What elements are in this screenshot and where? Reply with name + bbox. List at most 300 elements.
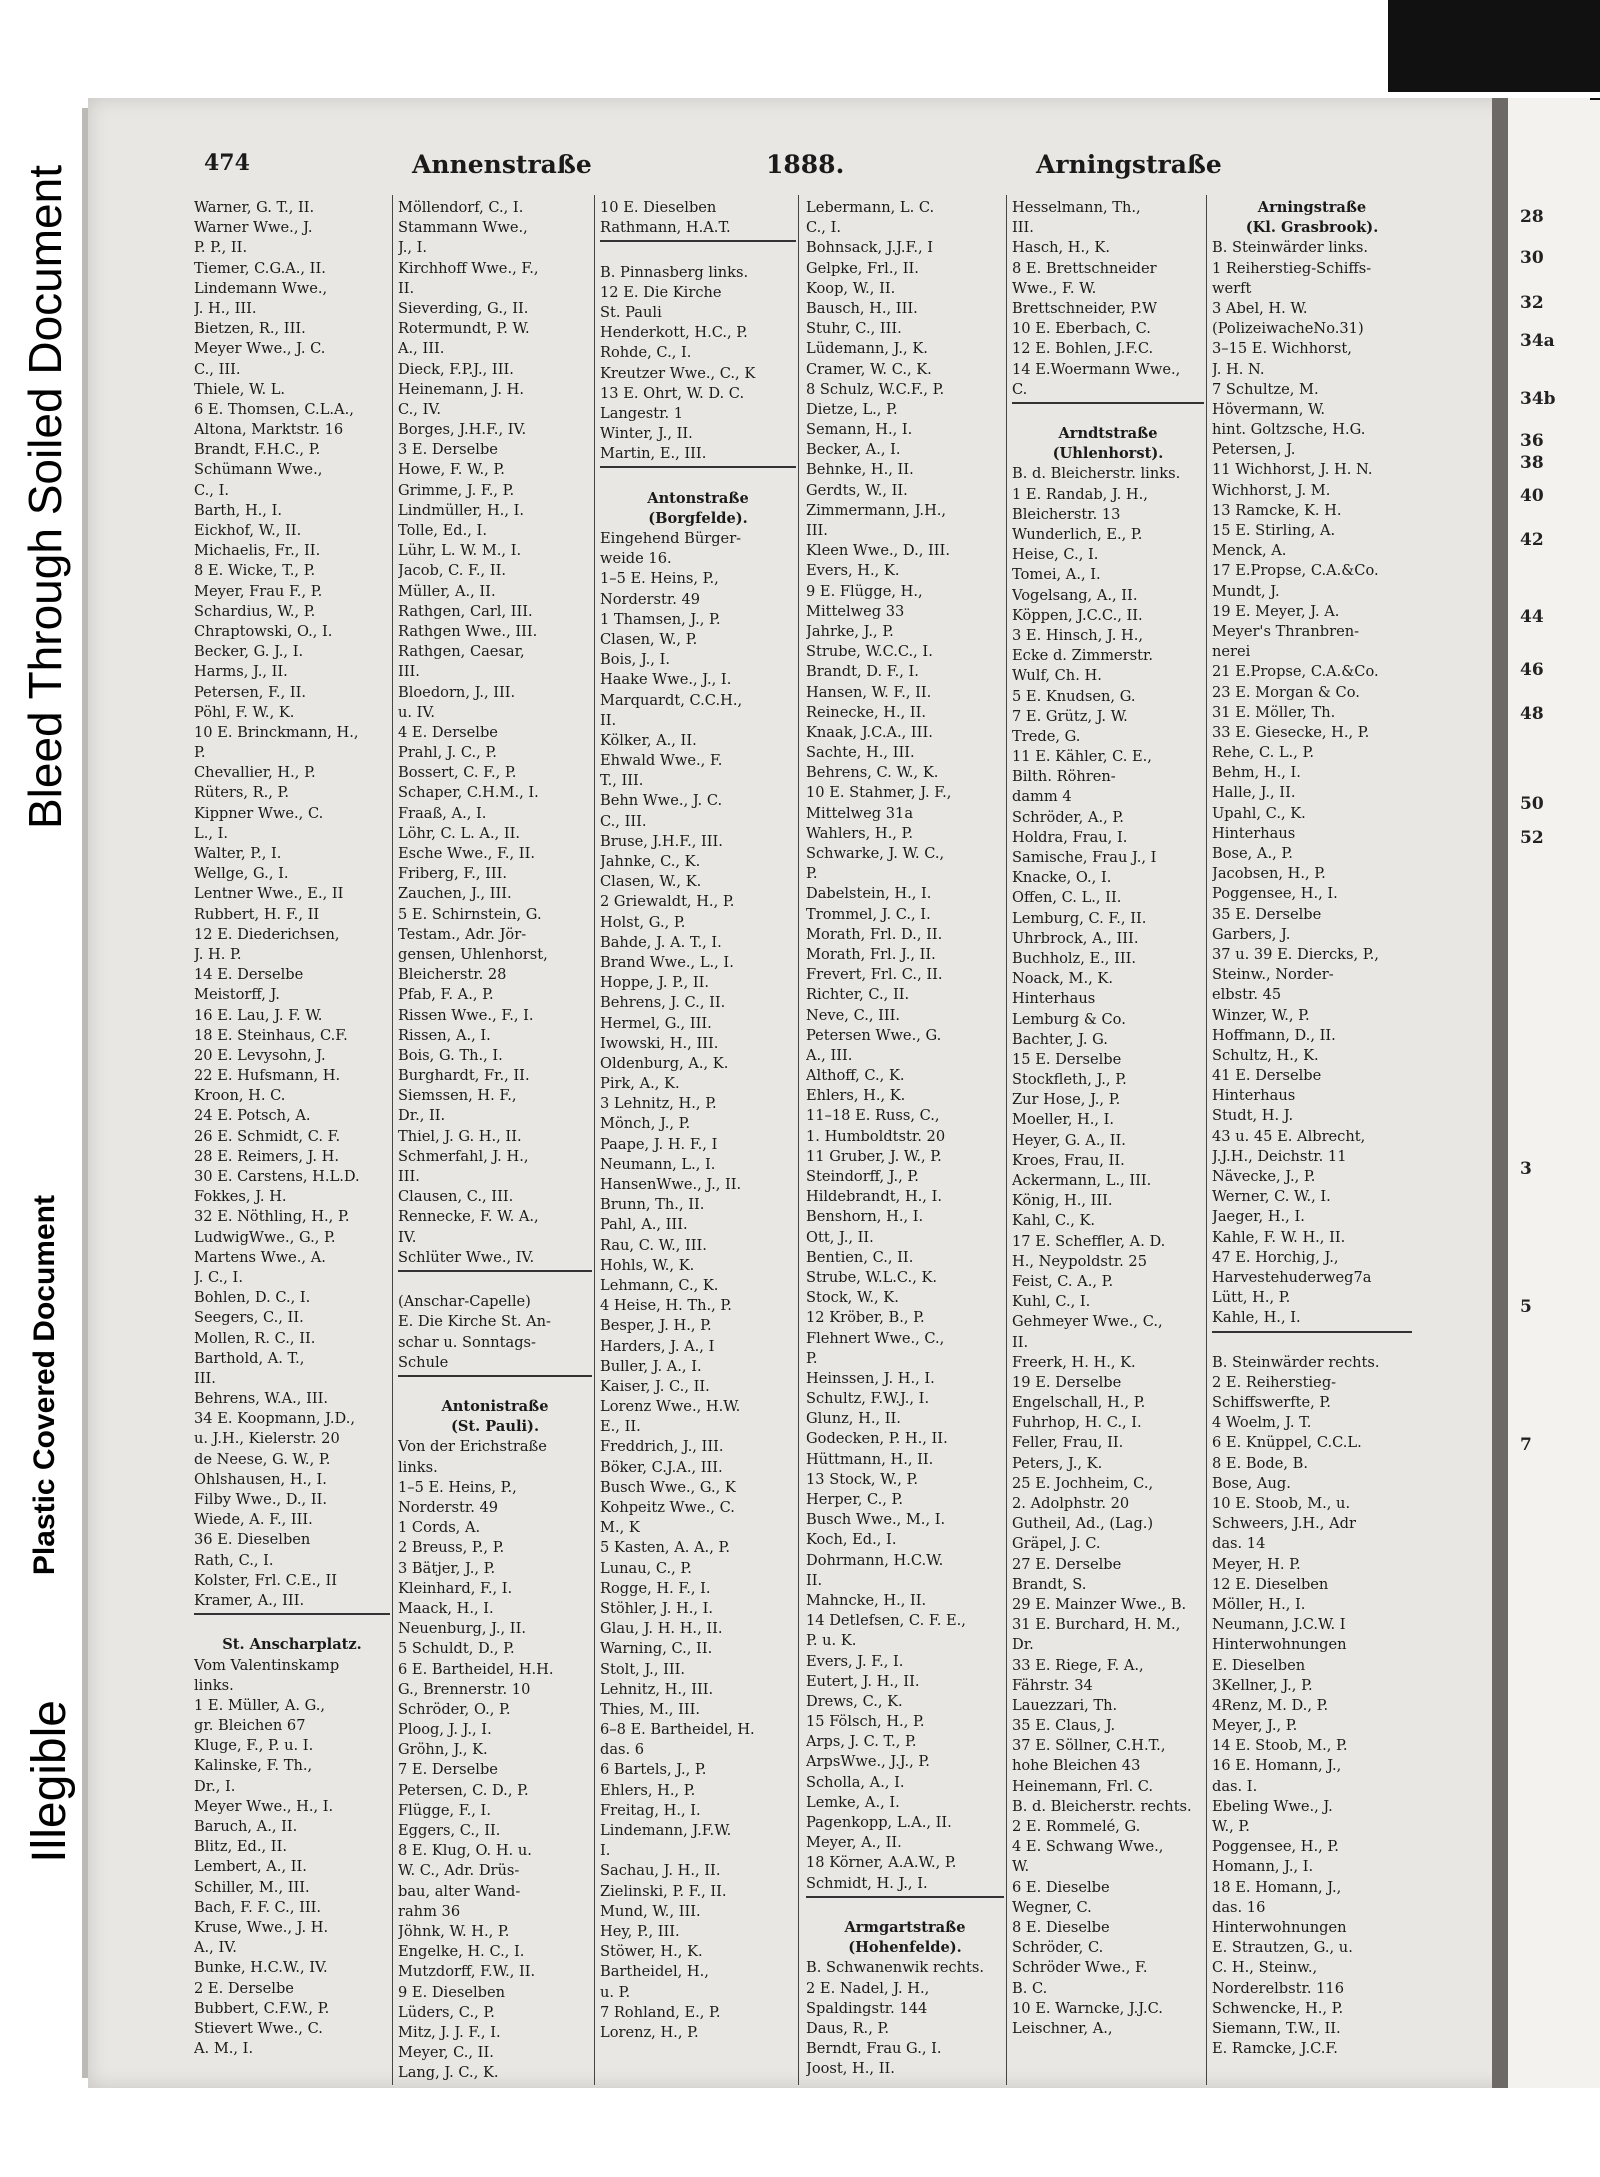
directory-entry: Wunderlich, E., P. — [1012, 526, 1143, 543]
directory-entry: 1 E. Randab, J. H., — [1012, 485, 1148, 503]
directory-entry: Hansen, W. F., II. — [806, 683, 932, 701]
directory-entry: Wellge, G., I. — [194, 865, 289, 883]
directory-entry: 26 E. Schmidt, C. F. — [194, 1127, 341, 1145]
directory-entry: M., K — [600, 1519, 640, 1537]
margin-fragment: 32 — [1520, 292, 1544, 313]
directory-entry: 19 E. Derselbe — [1012, 1373, 1122, 1391]
directory-entry: Homann, J., I. — [1212, 1858, 1314, 1876]
directory-entry: 1 Cords, A. — [398, 1519, 481, 1537]
directory-entry: Jahrke, J., P. — [806, 622, 894, 640]
directory-entry: Brunn, Th., II. — [600, 1196, 705, 1214]
directory-entry: Lentner Wwe., E., II — [194, 885, 344, 903]
directory-entry: Harvestehuderweg7a — [1212, 1268, 1372, 1286]
next-page-margin — [1508, 98, 1600, 2088]
directory-entry: 37 u. 39 E. Diercks, P., — [1212, 945, 1379, 963]
directory-entry: Rohde, C., I. — [600, 344, 692, 362]
directory-entry: Warner Wwe., J. — [194, 219, 313, 237]
directory-entry: Pirk, A., K. — [600, 1075, 680, 1093]
directory-entry: Clausen, C., III. — [398, 1188, 514, 1206]
directory-entry: 35 E. Derselbe — [1212, 905, 1322, 923]
directory-entry: Rubbert, H. F., II — [194, 905, 320, 923]
directory-entry: B. d. Bleicherstr. rechts. — [1012, 1797, 1192, 1815]
directory-entry: 9 E. Dieselben — [398, 1983, 506, 2001]
directory-entry: 9 E. Flügge, H., — [806, 582, 923, 600]
directory-entry: 2 E. Reiherstieg- — [1212, 1373, 1337, 1391]
directory-entry: Bruse, J.H.F., III. — [600, 832, 723, 850]
directory-entry: Gehmeyer Wwe., C., — [1012, 1313, 1163, 1331]
directory-entry: Trede, G. — [1012, 727, 1081, 745]
directory-entry: Rathmann, H.A.T. — [600, 219, 731, 237]
margin-fragment: 34b — [1520, 389, 1556, 410]
directory-entry: Heinssen, J. H., I. — [806, 1369, 935, 1387]
directory-entry: Rath, C., I. — [194, 1551, 274, 1569]
directory-entry: Peters, J., K. — [1012, 1454, 1103, 1472]
right-street-header: Arningstraße — [1036, 150, 1222, 179]
directory-entry: werft — [1212, 279, 1252, 297]
directory-entry: Bohnsack, J.J.F., I — [806, 239, 934, 257]
directory-entry: Glau, J. H. H., II. — [600, 1620, 723, 1638]
directory-entry: 10 E. Dieselben — [600, 199, 717, 216]
directory-entry: P. u. K. — [806, 1632, 857, 1650]
directory-entry: 16 E. Homann, J., — [1212, 1757, 1342, 1775]
plastic-covered-label: Plastic Covered Document — [28, 1195, 61, 1576]
directory-entry: Rotermundt, P. W. — [398, 320, 530, 338]
directory-entry: Norderelbstr. 116 — [1212, 1979, 1344, 1997]
directory-entry: Borges, J.H.F., IV. — [398, 421, 527, 439]
directory-entry: Schultz, H., K. — [1212, 1046, 1319, 1064]
directory-entry: (PolizeiwacheNo.31) — [1212, 320, 1364, 338]
directory-entry: Koch, Ed., I. — [806, 1531, 897, 1549]
directory-entry: 6 E. Bartheidel, H.H. — [398, 1660, 554, 1678]
directory-entry: 25 E. Jochheim, C., — [1012, 1474, 1154, 1492]
directory-entry: König, H., III. — [1012, 1192, 1113, 1210]
directory-entry: 36 E. Dieselben — [194, 1531, 311, 1549]
directory-entry: 14 E. Derselbe — [194, 966, 304, 984]
directory-entry: Schröder, A., P. — [1012, 808, 1124, 826]
directory-entry: das. 14 — [1212, 1535, 1266, 1553]
directory-entry: 19 E. Meyer, J. A. — [1212, 602, 1340, 620]
directory-entry: J., I. — [398, 239, 428, 257]
directory-entry: Kahle, F. W. H., II. — [1212, 1228, 1346, 1246]
directory-entry: 8 E. Wicke, T., P. — [194, 562, 316, 580]
directory-entry: Schmerfahl, J. H., — [398, 1147, 529, 1165]
directory-entry: Köppen, J.C.C., II. — [1012, 606, 1143, 624]
directory-entry: 24 E. Potsch, A. — [194, 1107, 311, 1125]
directory-entry: Rogge, H. F., I. — [600, 1579, 711, 1597]
directory-entry: Winzer, W., P. — [1212, 1006, 1310, 1024]
directory-entry: Frevert, Frl. C., II. — [806, 966, 943, 984]
directory-entry: Zimmermann, J.H., — [806, 501, 947, 519]
margin-fragment: 28 — [1520, 207, 1544, 227]
directory-entry: III. — [194, 1369, 216, 1387]
margin-fragment: 48 — [1520, 703, 1544, 724]
street-heading: (St. Pauli). — [450, 1418, 540, 1436]
street-heading: Antonistraße — [441, 1398, 549, 1416]
directory-entry: Kroon, H. C. — [194, 1087, 286, 1105]
directory-entry: Evers, H., K. — [806, 562, 900, 580]
directory-entry: 18 E. Steinhaus, C.F. — [194, 1026, 348, 1044]
directory-entry: W. C., Adr. Drüs- — [398, 1862, 520, 1880]
directory-entry: Stockfleth, J., P. — [1012, 1071, 1127, 1089]
margin-fragment: 3 — [1520, 1159, 1532, 1180]
directory-entry: Holst, G., P. — [600, 913, 686, 931]
directory-entry: Böker, C.J.A., III. — [600, 1458, 723, 1476]
directory-entry: Wulf, Ch. H. — [1012, 667, 1102, 685]
directory-entry: 1 E. Müller, A. G., — [194, 1696, 326, 1714]
directory-entry: Behrens, C. W., K. — [806, 764, 939, 782]
directory-entry: de Neese, G. W., P. — [194, 1450, 331, 1468]
directory-entry: Bloedorn, J., III. — [398, 683, 516, 701]
directory-entry — [398, 1270, 592, 1292]
directory-entry: 7 Schultze, M. — [1212, 380, 1319, 398]
margin-fragment: 5 — [1520, 1297, 1532, 1318]
directory-entry: 27 E. Derselbe — [1012, 1555, 1122, 1573]
directory-entry: 30 E. Carstens, H.L.D. — [194, 1168, 360, 1185]
directory-entry: Bunke, H.C.W., IV. — [194, 1959, 328, 1977]
directory-entry: Bleicherstr. 28 — [398, 966, 507, 984]
directory-entry: Lindemann Wwe., — [194, 279, 328, 297]
directory-entry: Bach, F. F. C., III. — [194, 1898, 322, 1916]
directory-entry: A., III. — [398, 340, 445, 358]
directory-entry: E. Dieselben — [1212, 1656, 1306, 1674]
directory-entry: Scholla, A., I. — [806, 1773, 905, 1791]
directory-entry: Petersen, F., II. — [194, 683, 307, 701]
directory-entry: Holdra, Frau, I. — [1012, 828, 1128, 846]
directory-entry: Trommel, J. C., I. — [806, 905, 931, 923]
directory-entry: Barthold, A. T., — [194, 1349, 305, 1367]
directory-entry: Clasen, W., P. — [600, 630, 698, 648]
directory-entry: Von der Erichstraße — [398, 1438, 547, 1456]
directory-entry: Lindemann, J.F.W. — [600, 1822, 732, 1839]
directory-entry: 13 Ramcke, K. H. — [1212, 501, 1342, 519]
directory-entry: G., Brennerstr. 10 — [398, 1680, 531, 1698]
directory-entry: Dabelstein, H., I. — [806, 885, 932, 903]
directory-entry: Schaper, C.H.M., I. — [398, 784, 539, 802]
directory-entry: Lembert, A., II. — [194, 1858, 307, 1876]
directory-entry: Hasch, H., K. — [1012, 239, 1110, 257]
margin-fragment: 38 — [1520, 452, 1544, 473]
directory-entry: Garbers, J. — [1212, 925, 1291, 943]
directory-entry: 4 E. Derselbe — [398, 723, 498, 741]
directory-entry: Knaak, J.C.A., III. — [806, 723, 933, 741]
directory-entry: Hinterhaus — [1212, 1087, 1296, 1105]
directory-entry: Becker, G. J., I. — [194, 643, 304, 661]
directory-entry: Lüdemann, J., K. — [806, 340, 928, 358]
street-heading: (Uhlenhorst). — [1052, 445, 1164, 463]
directory-entry: 2 E. Derselbe — [194, 1979, 294, 1997]
directory-entry: J. C., I. — [194, 1268, 243, 1286]
directory-entry: 10 E. Brinckmann, H., — [194, 723, 359, 741]
directory-entry: Clasen, W., K. — [600, 873, 702, 891]
directory-entry: Lang, J. C., K. — [398, 2064, 499, 2082]
directory-entry: schar u. Sonntags- — [398, 1333, 536, 1351]
directory-entry: E., II. — [600, 1418, 641, 1436]
column-4 — [806, 198, 1004, 2079]
directory-entry: Bartheidel, H., — [600, 1963, 709, 1981]
directory-entry: Meyer, C., II. — [398, 2044, 494, 2062]
directory-entry: E. Strautzen, G., u. — [1212, 1939, 1353, 1957]
directory-entry: Arps, J. C. T., P. — [806, 1733, 917, 1751]
directory-entry: II. — [1012, 1333, 1029, 1351]
directory-entry: E. Die Kirche St. An- — [398, 1313, 551, 1331]
street-heading: Antonstraße — [647, 489, 749, 507]
directory-entry: Hermel, G., III. — [600, 1014, 712, 1032]
directory-entry: Vogelsang, A., II. — [1012, 586, 1138, 604]
directory-entry: Friberg, F., III. — [398, 865, 508, 883]
directory-entry: II. — [398, 279, 415, 297]
directory-entry: gensen, Uhlenhorst, — [398, 945, 548, 963]
directory-entry: Morath, Frl. D., II. — [806, 925, 943, 943]
directory-entry: Schröder Wwe., F. — [1012, 1959, 1148, 1977]
directory-entry: Meyer, H. P. — [1212, 1555, 1301, 1573]
directory-entry: Seegers, C., II. — [194, 1309, 304, 1327]
directory-entry: Bose, A., P. — [1212, 845, 1293, 862]
directory-entry: Upahl, C., K. — [1212, 804, 1306, 822]
directory-entry: Jacob, C. F., II. — [398, 562, 506, 580]
column-6 — [1212, 198, 1412, 2059]
directory-entry: u. J.H., Kielerstr. 20 — [194, 1430, 340, 1448]
directory-entry: Dieck, F.P.J., III. — [398, 360, 514, 378]
directory-entry: 17 E. Scheffler, A. D. — [1012, 1232, 1166, 1250]
directory-entry: Thiele, W. L. — [194, 380, 286, 398]
street-heading: Arndtstraße — [1058, 425, 1158, 443]
directory-entry: Lindmüller, H., I. — [398, 501, 525, 519]
directory-entry: Koop, W., II. — [806, 279, 896, 297]
directory-entry — [600, 240, 796, 262]
directory-entry: 12 E. Bohlen, J.F.C. — [1012, 340, 1154, 358]
directory-entry: C., I. — [194, 481, 229, 499]
directory-entry: Blitz, Ed., II. — [194, 1838, 287, 1856]
directory-entry: Müller, A., II. — [398, 582, 496, 600]
directory-entry: Kleen Wwe., D., III. — [806, 542, 950, 560]
directory-entry: 10 E. Warncke, J.J.C. — [1012, 1999, 1163, 2017]
directory-entry: Kahle, H., I. — [1212, 1309, 1301, 1327]
directory-entry: Fraaß, A., I. — [398, 804, 487, 822]
directory-entry: Rissen Wwe., F., I. — [398, 1006, 534, 1024]
directory-entry: Samische, Frau J., I — [1012, 849, 1157, 866]
directory-entry: Meyer, Frau F., P. — [194, 582, 323, 600]
directory-entry: Schule — [398, 1353, 449, 1371]
directory-entry: Baruch, A., II. — [194, 1818, 298, 1835]
directory-entry: Stuhr, C., III. — [806, 320, 902, 338]
directory-entry: Eggers, C., II. — [398, 1822, 501, 1839]
directory-entry: 1–5 E. Heins, P., — [600, 570, 719, 588]
directory-entry: Althoff, C., K. — [806, 1067, 905, 1085]
directory-entry: 16 E. Lau, J. F. W. — [194, 1006, 323, 1024]
directory-entry: Kleinhard, F., I. — [398, 1579, 513, 1597]
directory-entry: 2 E. Nadel, J. H., — [806, 1979, 930, 1997]
directory-entry: Pahl, A., III. — [600, 1216, 688, 1234]
directory-entry: 7 E. Derselbe — [398, 1761, 498, 1779]
directory-entry: 4Renz, M. D., P. — [1212, 1696, 1329, 1714]
directory-entry: Hinterwohnungen — [1212, 1918, 1347, 1936]
directory-entry: Brettschneider, P.W — [1012, 299, 1157, 317]
directory-entry: Lehnitz, H., III. — [600, 1680, 714, 1698]
street-heading: (Hohenfelde). — [848, 1939, 962, 1957]
directory-entry: Schlüter Wwe., IV. — [398, 1248, 535, 1266]
directory-entry: III. — [1012, 219, 1034, 237]
directory-entry: Haake Wwe., J., I. — [600, 671, 732, 689]
directory-entry: Siemann, T.W., II. — [1212, 2019, 1341, 2037]
directory-entry: Wegner, C. — [1012, 1898, 1092, 1916]
directory-entry: Ecke d. Zimmerstr. — [1012, 647, 1154, 665]
directory-entry: das. 16 — [1212, 1898, 1266, 1916]
directory-entry: Mund, W., III. — [600, 1902, 701, 1920]
directory-entry: Heise, C., I. — [1012, 546, 1099, 564]
directory-entry: Kippner Wwe., C. — [194, 804, 324, 822]
directory-entry: C. — [1012, 380, 1028, 398]
directory-entry: Thies, M., III. — [600, 1700, 700, 1718]
directory-entry: Stammann Wwe., — [398, 219, 528, 237]
directory-entry: 33 E. Riege, F. A., — [1012, 1656, 1144, 1674]
directory-entry: Wwe., F. W. — [1012, 279, 1097, 297]
directory-entry: Winter, J., II. — [600, 425, 693, 443]
directory-entry: C., IV. — [398, 400, 441, 418]
directory-entry: Bleicherstr. 13 — [1012, 505, 1121, 523]
directory-entry: Studt, H. J. — [1212, 1107, 1294, 1125]
directory-entry: Bois, G. Th., I. — [398, 1046, 503, 1064]
left-street-header: Annenstraße — [412, 150, 592, 179]
directory-entry: Lauezzari, Th. — [1012, 1696, 1118, 1714]
directory-entry: Thiel, J. G. H., II. — [398, 1127, 522, 1145]
directory-entry: weide 16. — [600, 550, 672, 568]
directory-entry: Cramer, W. C., K. — [806, 360, 932, 378]
directory-entry: Dr. — [1012, 1636, 1034, 1654]
directory-entry: (Anschar-Capelle) — [398, 1293, 531, 1311]
page-number: 474 — [204, 150, 250, 176]
directory-entry: II. — [806, 1571, 823, 1589]
directory-entry: Neumann, L., I. — [600, 1155, 716, 1173]
directory-entry: das. I. — [1212, 1777, 1258, 1795]
directory-entry: Feller, Frau, II. — [1012, 1434, 1124, 1452]
illegible-label: Illegible — [23, 1700, 76, 1863]
directory-entry: 12 E. Dieselben — [1212, 1575, 1329, 1593]
directory-entry: Sachau, J. H., II. — [600, 1862, 721, 1880]
directory-entry — [1012, 402, 1204, 424]
directory-entry: Meyer Wwe., H., I. — [194, 1797, 334, 1815]
directory-entry: Rathgen Wwe., III. — [398, 622, 538, 640]
directory-entry: Jaeger, H., I. — [1212, 1208, 1305, 1226]
directory-entry: Behrens, J. C., II. — [600, 994, 726, 1012]
scanner-bar — [1590, 98, 1600, 100]
directory-entry: 12 E. Diederichsen, — [194, 925, 340, 943]
directory-entry: C., III. — [194, 360, 241, 378]
directory-entry: Lehmann, C., K. — [600, 1276, 719, 1294]
directory-entry: Löhr, C. L. A., II. — [398, 824, 521, 842]
directory-entry: Rathgen, Caesar, — [398, 643, 525, 661]
directory-entry: Mönch, J., P. — [600, 1115, 691, 1133]
directory-entry: Dohrmann, H.C.W. — [806, 1551, 944, 1569]
directory-entry: Brandt, F.H.C., P. — [194, 441, 321, 459]
directory-entry: 6 E. Dieselbe — [1012, 1878, 1110, 1896]
directory-entry: Meistorff, J. — [194, 986, 280, 1004]
directory-entry: Ohlshausen, H., I. — [194, 1470, 327, 1488]
directory-entry: Lemburg, C. F., II. — [1012, 909, 1147, 927]
directory-entry — [398, 1375, 592, 1397]
directory-entry: Bohlen, D. C., I. — [194, 1289, 311, 1307]
directory-entry: 7 E. Grütz, J. W. — [1012, 707, 1128, 725]
directory-entry: Marquardt, C.C.H., — [600, 691, 743, 709]
directory-entry: B. Schwanenwik rechts. — [806, 1959, 985, 1977]
directory-entry: Kohpeitz Wwe., C. — [600, 1499, 735, 1516]
directory-entry: elbstr. 45 — [1212, 986, 1282, 1004]
directory-entry: Schümann Wwe., — [194, 461, 323, 479]
directory-entry: 3 Lehnitz, H., P. — [600, 1095, 717, 1113]
directory-entry: Poggensee, H., I. — [1212, 885, 1338, 903]
directory-entry: 11 Wichhorst, J. H. N. — [1212, 461, 1373, 479]
directory-entry: 32 E. Nöthling, H., P. — [194, 1208, 350, 1226]
directory-entry: Freerk, H. H., K. — [1012, 1353, 1136, 1371]
directory-entry: Howe, F. W., P. — [398, 461, 505, 479]
directory-entry: Michaelis, Fr., II. — [194, 542, 321, 560]
directory-entry: Offen, C. L., II. — [1012, 889, 1122, 907]
margin-fragment: 7 — [1520, 1435, 1532, 1456]
directory-entry: Semann, H., I. — [806, 421, 913, 439]
directory-entry: 37 E. Söllner, C.H.T., — [1012, 1737, 1166, 1755]
directory-entry: Tiemer, C.G.A., II. — [194, 259, 326, 277]
directory-entry: Gutheil, Ad., (Lag.) — [1012, 1515, 1154, 1533]
directory-entry: J. H. P. — [194, 945, 242, 963]
directory-entry: Wiede, A. F., III. — [194, 1511, 313, 1529]
directory-entry: 35 E. Claus, J. — [1012, 1717, 1116, 1735]
directory-entry: Sieverding, G., II. — [398, 299, 529, 317]
directory-entry: 22 E. Hufsmann, H. — [194, 1067, 341, 1085]
directory-entry: Kolster, Frl. C.E., II — [194, 1571, 338, 1589]
directory-entry: Kirchhoff Wwe., F., — [398, 259, 539, 277]
directory-entry: Petersen Wwe., G. — [806, 1026, 942, 1044]
directory-entry: Glunz, H., II. — [806, 1410, 901, 1428]
directory-entry: Poggensee, H., P. — [1212, 1838, 1339, 1856]
directory-entry: Lorenz, H., P. — [600, 2023, 699, 2041]
directory-entry: HansenWwe., J., II. — [600, 1176, 742, 1193]
directory-entry: 5 Kasten, A. A., P. — [600, 1539, 730, 1557]
directory-entry: Zauchen, J., III. — [398, 885, 512, 903]
directory-entry: 14 Detlefsen, C. F. E., — [806, 1612, 966, 1630]
directory-entry: 3Kellner, J., P. — [1212, 1676, 1313, 1694]
margin-fragment: 36 — [1520, 430, 1544, 451]
directory-entry: P. — [806, 865, 818, 883]
directory-entry: Martens Wwe., A. — [194, 1248, 326, 1266]
directory-entry: Paape, J. H. F., I — [600, 1135, 718, 1153]
directory-entry: 29 E. Mainzer Wwe., B. — [1012, 1595, 1187, 1613]
directory-entry: 18 E. Homann, J., — [1212, 1878, 1342, 1896]
directory-entry: Langestr. 1 — [600, 404, 684, 422]
directory-entry: links. — [194, 1676, 234, 1694]
directory-entry: Ehlers, H., P. — [600, 1781, 696, 1799]
directory-entry: Ehlers, H., K. — [806, 1087, 906, 1105]
directory-entry: u. IV. — [398, 703, 436, 721]
directory-entry: Mahncke, H., II. — [806, 1591, 927, 1609]
directory-entry: Hüttmann, H., II. — [806, 1450, 934, 1468]
directory-entry: 13 E. Ohrt, W. D. C. — [600, 384, 745, 402]
directory-entry: Bubbert, C.F.W., P. — [194, 1999, 330, 2017]
directory-entry: Reinecke, H., II. — [806, 703, 927, 721]
directory-entry: 4 E. Schwang Wwe., — [1012, 1838, 1164, 1856]
directory-entry: hint. Goltzsche, H.G. — [1212, 421, 1366, 439]
directory-entry: Werner, C. W., I. — [1212, 1188, 1331, 1206]
directory-entry: B. Pinnasberg links. — [600, 263, 749, 281]
directory-entry: Stievert Wwe., C. — [194, 2019, 323, 2037]
directory-entry: 4 Woelm, J. T. — [1212, 1414, 1312, 1432]
directory-entry: Heinemann, Frl. C. — [1012, 1777, 1154, 1795]
directory-entry: 8 E. Bode, B. — [1212, 1454, 1308, 1472]
directory-entry: Eutert, J. H., II. — [806, 1672, 920, 1690]
directory-entry: Pfab, F. A., P. — [398, 986, 494, 1004]
directory-entry: H., Neypoldstr. 25 — [1012, 1252, 1148, 1270]
directory-entry: Schröder, C. — [1012, 1939, 1104, 1957]
directory-entry: Becker, A., I. — [806, 441, 901, 459]
directory-entry: Pöhl, F. W., K. — [194, 703, 295, 721]
